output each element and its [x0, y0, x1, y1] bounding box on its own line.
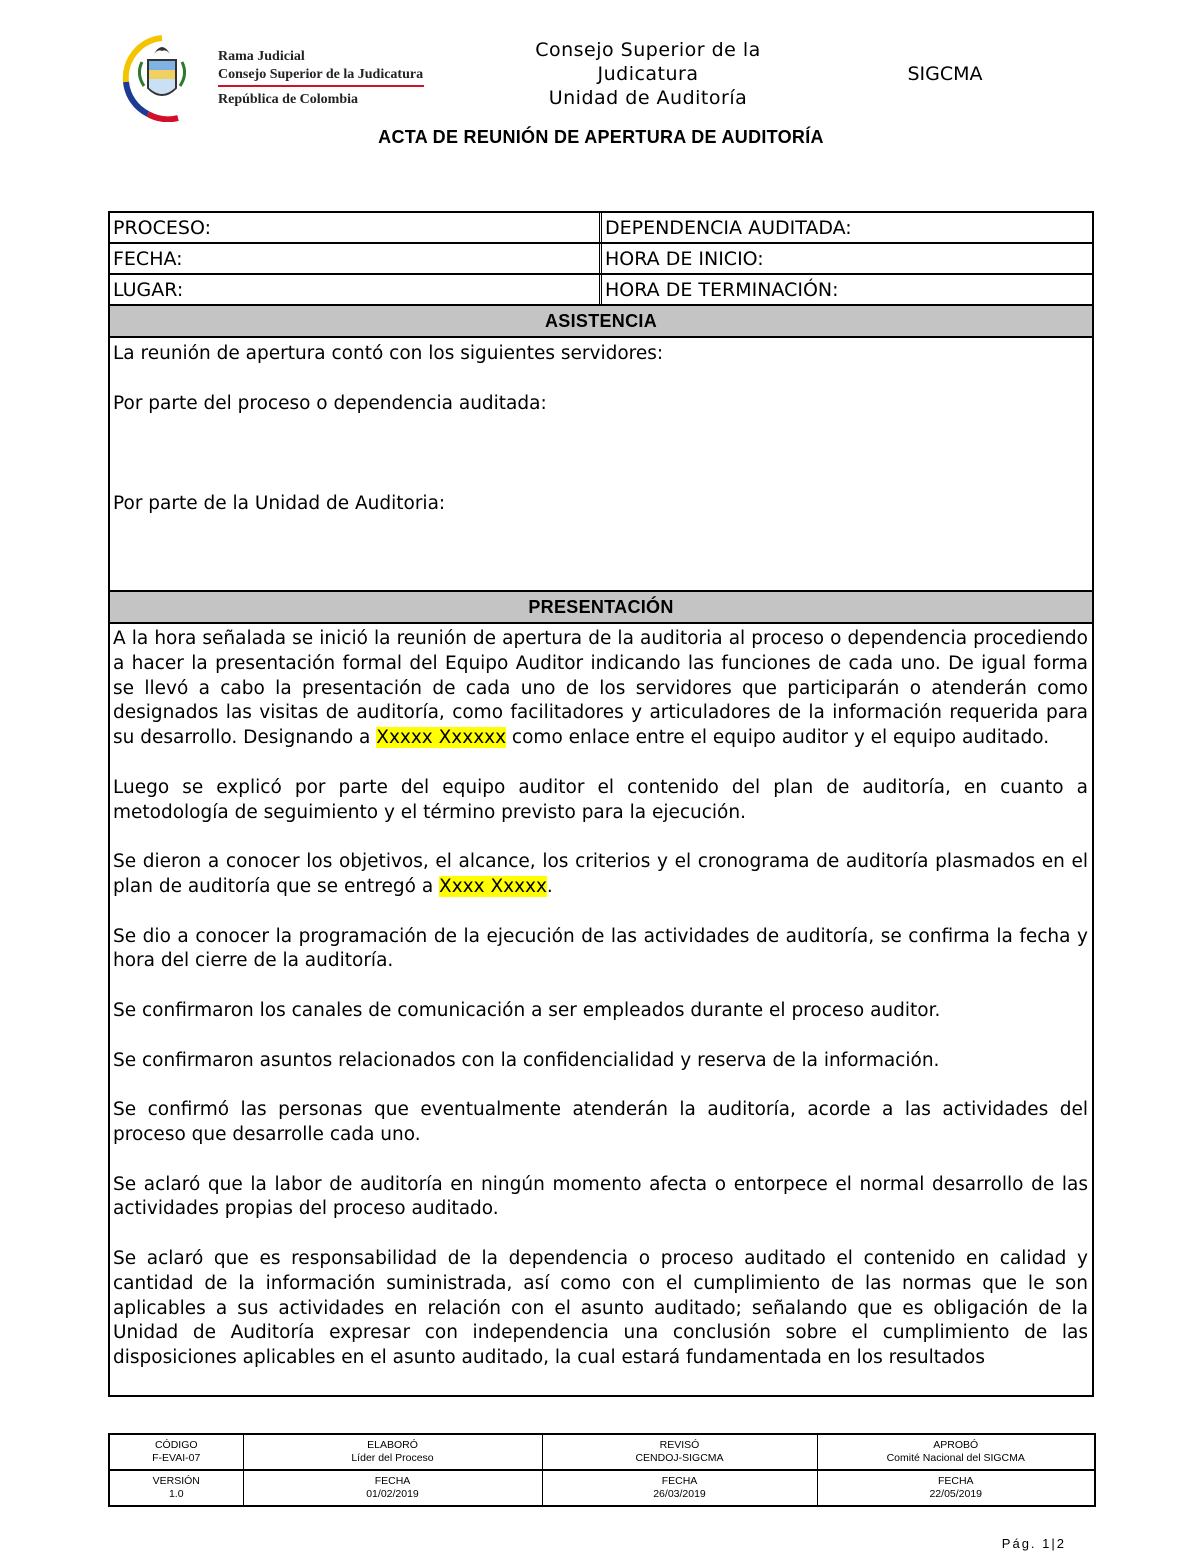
- document-title: ACTA DE REUNIÓN DE APERTURA DE AUDITORÍA: [378, 127, 824, 147]
- fecha-elaboro-cell: FECHA 01/02/2019: [243, 1470, 542, 1506]
- codigo-cell: CÓDIGO F-EVAI-07: [109, 1434, 243, 1470]
- proceso-field[interactable]: PROCESO:: [110, 213, 600, 242]
- asistencia-intro: La reunión de apertura contó con los siguientes servidores:: [113, 343, 664, 364]
- version-cell: VERSIÓN 1.0: [109, 1470, 243, 1506]
- entrega-placeholder[interactable]: Xxxx Xxxxx: [439, 875, 547, 897]
- aprobo-cell: APROBÓ Comité Nacional del SIGCMA: [817, 1434, 1095, 1470]
- acta-form: [108, 211, 1094, 1397]
- presentacion-paragraph-3: Se dieron a conocer los objetivos, el alcance, los criterios y el cronograma de auditoría plasmados en el plan de auditoría que se entregó a Xxxx Xxxxx.: [113, 851, 1088, 897]
- presentacion-paragraph-7: Se confirmó las personas que eventualmente atenderán la auditoría, acorde a las actividades del proceso que desarrolle cada uno.: [113, 1099, 1088, 1145]
- fecha-field[interactable]: FECHA:: [110, 244, 600, 273]
- elaboro-cell: ELABORÓ Líder del Proceso: [243, 1434, 542, 1470]
- footer-row-1: [109, 1434, 1095, 1470]
- hora-terminacion-field[interactable]: HORA DE TERMINACIÓN:: [601, 275, 1092, 304]
- logo-line-consejo: Consejo Superior de la Judicatura: [218, 67, 424, 82]
- presentacion-paragraph-1: A la hora señalada se inició la reunión de apertura de la auditoria al proceso o dependencia procediendo a hacer la presentación formal del Equipo Auditor indicando las funciones de cada uno. De igual forma se llevó a cabo la presentación de cada uno de los servidores que participarán o atenderán como designados las visitas de auditoría, como facilitadores y articuladores de la información requerida para su desarrollo. Designando a Xxxxx Xxxxxx como enlace entre el equipo auditor y el equipo auditado.: [113, 628, 1088, 749]
- asistencia-heading: ASISTENCIA: [110, 306, 1092, 338]
- presentacion-paragraph-6: Se confirmaron asuntos relacionados con la confidencialidad y reserva de la información.: [113, 1049, 940, 1071]
- presentacion-heading: PRESENTACIÓN: [110, 592, 1092, 624]
- reviso-cell: REVISÓ CENDOJ-SIGCMA: [542, 1434, 817, 1470]
- page-number: Pág. 1|2: [1001, 1536, 1066, 1551]
- asistencia-unidad: Por parte de la Unidad de Auditoria:: [113, 493, 446, 514]
- enlace-placeholder[interactable]: Xxxxx Xxxxxx: [376, 727, 507, 749]
- row-fecha: [110, 244, 1092, 275]
- row-proceso: [110, 213, 1092, 244]
- presentacion-paragraph-8: Se aclaró que la labor de auditoría en ningún momento afecta o entorpece el normal desarrollo de las actividades propias del proceso auditado.: [113, 1173, 1088, 1220]
- fecha-aprobo-cell: FECHA 22/05/2019: [817, 1470, 1095, 1506]
- rama-judicial-logo: [118, 32, 428, 122]
- header-center: [500, 38, 796, 110]
- asistencia-section[interactable]: [110, 338, 1092, 592]
- hora-inicio-field[interactable]: HORA DE INICIO:: [601, 244, 1092, 273]
- footer-row-2: [109, 1470, 1095, 1506]
- header-center-line-1: Consejo Superior de la: [535, 39, 761, 61]
- logo-divider: [218, 85, 424, 87]
- lugar-field[interactable]: LUGAR:: [110, 275, 600, 304]
- header-center-line-3: Unidad de Auditoría: [548, 87, 748, 109]
- logo-line-rama: Rama Judicial: [218, 49, 305, 64]
- presentacion-section[interactable]: [110, 624, 1092, 1397]
- asistencia-proceso: Por parte del proceso o dependencia auditada:: [113, 393, 547, 414]
- presentacion-paragraph-4: Se dio a conocer la programación de la ejecución de las actividades de auditoría, se confirma la fecha y hora del cierre de la auditoría.: [113, 925, 1088, 972]
- presentacion-paragraph-5: Se confirmaron los canales de comunicación a ser empleados durante el proceso auditor.: [113, 999, 941, 1021]
- header-center-line-2: Judicatura: [597, 63, 699, 85]
- header-sigcma: SIGCMA: [907, 63, 983, 85]
- presentacion-paragraph-2: Luego se explicó por parte del equipo auditor el contenido del plan de auditoría, en cuanto a metodología de seguimiento y el término previsto para la ejecución.: [113, 776, 1088, 823]
- fecha-reviso-cell: FECHA 26/03/2019: [542, 1470, 817, 1506]
- presentacion-paragraph-9: Se aclaró que es responsabilidad de la dependencia o proceso auditado el contenido en calidad y cantidad de la información suministrada, así como con el cumplimiento de las normas que le son aplicables a sus actividades en relación con el asunto auditado; señalando que es obligación de la Unidad de Auditoría expresar con independencia una conclusión sobre el cumplimiento de las disposiciones aplicables en el asunto auditado, la cual estará fundamentada en los resultados: [113, 1247, 1088, 1369]
- logo-line-republica: República de Colombia: [218, 92, 359, 107]
- dependencia-field[interactable]: DEPENDENCIA AUDITADA:: [601, 213, 1092, 242]
- row-lugar: [110, 275, 1092, 306]
- footer-table: [108, 1433, 1096, 1507]
